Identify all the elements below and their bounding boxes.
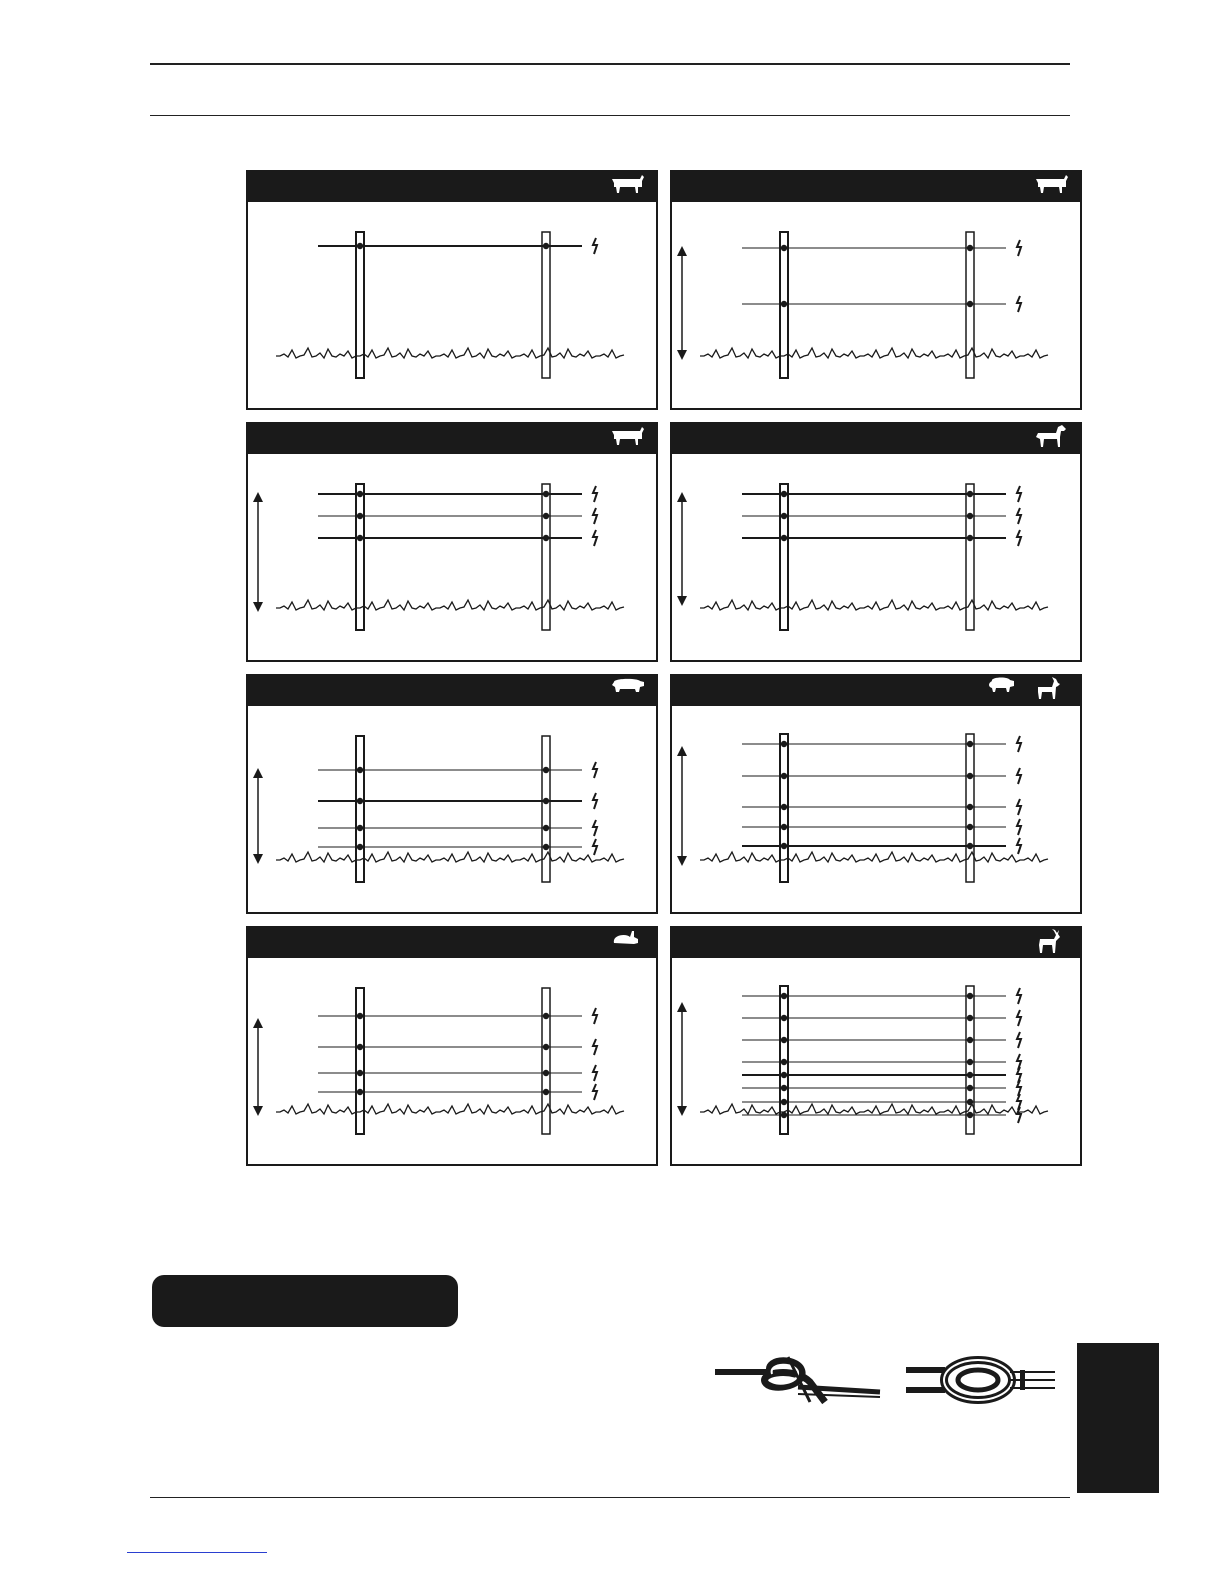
- electric-bolt-icon: [593, 1084, 597, 1100]
- wire-insulator: [781, 773, 787, 779]
- fence-panel-horse: [670, 422, 1082, 662]
- wire-insulator: [357, 513, 363, 519]
- electric-bolt-icon: [593, 1065, 597, 1081]
- wire-insulator: [543, 798, 549, 804]
- fence-panel-rabbit: [246, 926, 658, 1166]
- footer-rule: [150, 1497, 1070, 1498]
- electric-bolt-icon: [593, 1008, 597, 1024]
- wire-insulator: [543, 243, 549, 249]
- wire-insulator: [357, 243, 363, 249]
- arrow-down-icon: [253, 602, 263, 612]
- wire-insulator: [357, 535, 363, 541]
- fence-diagram: [672, 202, 1082, 408]
- wire-insulator: [781, 513, 787, 519]
- fence-diagram: [672, 706, 1082, 912]
- goat-icon: [1034, 677, 1070, 703]
- fence-panel-sheep-goat: [670, 674, 1082, 914]
- arrow-up-icon: [253, 768, 263, 778]
- wire-insulator: [781, 1085, 787, 1091]
- deer-icon: [1034, 929, 1070, 955]
- cow-icon: [610, 425, 646, 451]
- wire-insulator: [357, 491, 363, 497]
- wire-insulator: [357, 1044, 363, 1050]
- wire-insulator: [967, 513, 973, 519]
- electric-bolt-icon: [593, 839, 597, 855]
- fence-post: [966, 484, 974, 630]
- wire-insulator: [543, 1089, 549, 1095]
- wire-insulator: [781, 491, 787, 497]
- electric-bolt-icon: [1017, 240, 1021, 256]
- wire-insulator: [967, 245, 973, 251]
- wire-insulator: [357, 798, 363, 804]
- electric-bolt-icon: [593, 508, 597, 524]
- cow-icon: [610, 173, 646, 199]
- fence-diagram: [248, 202, 658, 408]
- header-rule-bottom: [150, 115, 1070, 116]
- electric-bolt-icon: [1017, 1032, 1021, 1048]
- wire-insulator: [543, 1070, 549, 1076]
- panel-animal-icons: [610, 422, 646, 454]
- wire-insulator: [967, 804, 973, 810]
- arrow-down-icon: [677, 596, 687, 606]
- arrow-up-icon: [677, 246, 687, 256]
- arrow-up-icon: [677, 1002, 687, 1012]
- wire-insulator: [967, 1037, 973, 1043]
- header-rule-top: [150, 63, 1070, 65]
- electric-bolt-icon: [593, 486, 597, 502]
- wire-insulator: [543, 825, 549, 831]
- panel-header: [248, 422, 656, 454]
- fence-post: [542, 736, 550, 882]
- electric-bolt-icon: [1017, 838, 1021, 854]
- fence-diagram: [248, 454, 658, 660]
- wire-insulator: [543, 535, 549, 541]
- ground-grass: [700, 600, 1048, 610]
- wire-insulator: [967, 824, 973, 830]
- cow-icon: [1034, 173, 1070, 199]
- fence-post: [542, 232, 550, 378]
- wire-insulator: [967, 773, 973, 779]
- wire-insulator: [781, 1059, 787, 1065]
- panel-header: [672, 674, 1080, 706]
- wire-insulator: [357, 844, 363, 850]
- wire-insulator: [357, 767, 363, 773]
- electric-bolt-icon: [1017, 296, 1021, 312]
- panel-header: [672, 422, 1080, 454]
- electric-bolt-icon: [1017, 486, 1021, 502]
- fence-panel-cattle-3-wire: [246, 422, 658, 662]
- wire-insulator: [781, 993, 787, 999]
- panel-animal-icons: [1034, 926, 1070, 958]
- arrow-down-icon: [253, 854, 263, 864]
- wire-insulator: [543, 1044, 549, 1050]
- panel-header: [672, 926, 1080, 958]
- arrow-down-icon: [253, 1106, 263, 1116]
- wire-insulator: [781, 1099, 787, 1105]
- wire-insulator: [967, 1015, 973, 1021]
- wire-insulator: [781, 1037, 787, 1043]
- side-tab: [1077, 1343, 1159, 1493]
- electric-bolt-icon: [1017, 1010, 1021, 1026]
- wire-insulator: [357, 1089, 363, 1095]
- ground-grass: [700, 852, 1048, 862]
- electric-bolt-icon: [1017, 530, 1021, 546]
- electric-bolt-icon: [593, 820, 597, 836]
- electric-bolt-icon: [1017, 736, 1021, 752]
- panel-animal-icons: [988, 674, 1070, 706]
- arrow-down-icon: [677, 1106, 687, 1116]
- arrow-up-icon: [677, 746, 687, 756]
- ground-grass: [276, 348, 624, 358]
- fence-panel-cattle-1-wire: [246, 170, 658, 410]
- section-heading: [152, 1275, 458, 1327]
- electric-bolt-icon: [1017, 819, 1021, 835]
- wire-insulator: [967, 843, 973, 849]
- rabbit-icon: [610, 929, 646, 955]
- wire-insulator: [967, 741, 973, 747]
- wire-insulator: [781, 245, 787, 251]
- electric-bolt-icon: [593, 793, 597, 809]
- fence-diagram: [248, 958, 658, 1164]
- footer-link-underline[interactable]: [127, 1552, 267, 1553]
- wire-insulator: [543, 491, 549, 497]
- wire-insulator: [967, 1112, 973, 1118]
- wire-insulator: [543, 1013, 549, 1019]
- ground-grass: [276, 1104, 624, 1114]
- wire-insulator: [967, 1072, 973, 1078]
- electric-bolt-icon: [1017, 768, 1021, 784]
- panel-header: [672, 170, 1080, 202]
- wire-insulator: [781, 824, 787, 830]
- wire-insulator: [781, 843, 787, 849]
- wire-insulator: [357, 825, 363, 831]
- panel-header: [248, 170, 656, 202]
- wire-insulator: [543, 513, 549, 519]
- panel-animal-icons: [610, 170, 646, 202]
- arrow-down-icon: [677, 856, 687, 866]
- fence-post: [542, 484, 550, 630]
- fence-panel-pig: [246, 674, 658, 914]
- panel-header: [248, 674, 656, 706]
- pig-icon: [610, 677, 646, 703]
- arrow-up-icon: [253, 1018, 263, 1028]
- sheep-icon: [988, 677, 1024, 703]
- arrow-up-icon: [677, 492, 687, 502]
- wire-insulator: [357, 1013, 363, 1019]
- panel-animal-icons: [610, 674, 646, 706]
- ground-grass: [700, 1104, 1048, 1114]
- wire-insulator: [967, 993, 973, 999]
- fence-diagram: [672, 958, 1082, 1164]
- ground-grass: [700, 348, 1048, 358]
- panel-header: [248, 926, 656, 958]
- wire-insulator: [781, 741, 787, 747]
- arrow-down-icon: [677, 350, 687, 360]
- knot-figure-eight-icon: [715, 1357, 880, 1402]
- panel-animal-icons: [610, 926, 646, 958]
- electric-bolt-icon: [593, 238, 597, 254]
- wire-insulator: [967, 301, 973, 307]
- electric-bolt-icon: [1017, 988, 1021, 1004]
- wire-insulator: [967, 1099, 973, 1105]
- wire-insulator: [543, 767, 549, 773]
- electric-bolt-icon: [593, 530, 597, 546]
- fence-diagram: [672, 454, 1082, 660]
- electric-bolt-icon: [593, 1039, 597, 1055]
- fence-panel-cattle-2-wire: [670, 170, 1082, 410]
- ground-grass: [276, 600, 624, 610]
- electric-bolt-icon: [1017, 799, 1021, 815]
- fence-panel-deer: [670, 926, 1082, 1166]
- fence-diagram: [248, 706, 658, 912]
- wire-insulator: [967, 491, 973, 497]
- arrow-up-icon: [253, 492, 263, 502]
- wire-insulator: [781, 1072, 787, 1078]
- wire-insulator: [967, 1059, 973, 1065]
- horse-icon: [1034, 425, 1070, 451]
- electric-bolt-icon: [1017, 508, 1021, 524]
- wire-insulator: [967, 1085, 973, 1091]
- wire-insulator: [967, 535, 973, 541]
- knot-reef-icon: [906, 1360, 1055, 1400]
- wire-insulator: [357, 1070, 363, 1076]
- panel-animal-icons: [1034, 422, 1070, 454]
- ground-grass: [276, 852, 624, 862]
- wire-insulator: [781, 301, 787, 307]
- wire-insulator: [543, 844, 549, 850]
- fence-post: [542, 988, 550, 1134]
- electric-bolt-icon: [593, 762, 597, 778]
- wire-insulator: [781, 804, 787, 810]
- panel-animal-icons: [1034, 170, 1070, 202]
- wire-insulator: [781, 535, 787, 541]
- wire-insulator: [781, 1015, 787, 1021]
- wire-insulator: [781, 1112, 787, 1118]
- knot-illustrations: [710, 1352, 1060, 1422]
